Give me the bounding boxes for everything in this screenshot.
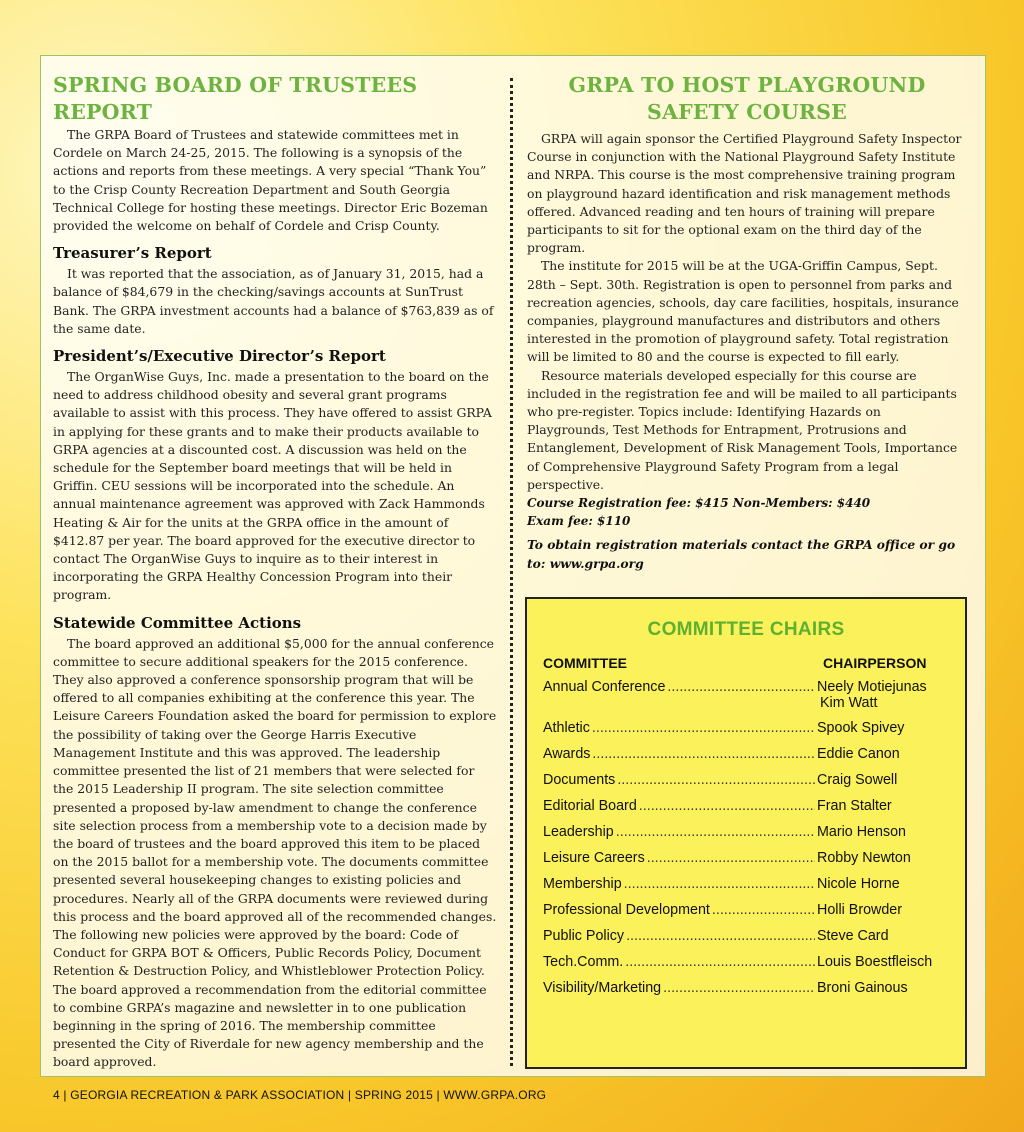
chairperson-name: Steve Card: [817, 928, 889, 944]
committee-row: [543, 798, 953, 814]
committee-name: Leisure Careers: [543, 850, 645, 866]
dot-leader: [667, 679, 815, 695]
chairperson-name: Nicole Horne: [817, 876, 900, 892]
dot-leader: [624, 876, 815, 892]
committee-name: Public Policy: [543, 928, 625, 944]
column-divider: [510, 78, 513, 1066]
statewide-text: The board approved an additional $5,000 for the annual conference committee to secure additional speakers for the 2015 conference. They also approved a conference sponsorship program that will be offered to all companies exhibiting at the conference this year. The Leisure Careers Foundation asked the board for permission to explore the possibility of taking over the George Harris Executive Management Institute and this was approved. The leadership committee presented the list of 21 members that were selected for the 2015 Leadership II program. The site selection committee presented a proposed by-law amendment to change the conference site selection process from a membership vote to a decision made by the board of trustees and the board approved this item to be placed on the 2015 ballot for a membership vote. The documents committee presented several housekeeping changes to existing policies and procedures. Nearly all of the GRPA documents were reviewed during this process and the board approved all of the recommended changes. The following new policies were approved by the board: Code of Conduct for GRPA BOT & Officers, Public Records Policy, Document Retention & Destruction Policy, and Whistleblower Protection Policy. The board approved a recommendation from the editorial committee to combine GRPA’s magazine and newsletter in to one publication beginning in the spring of 2016. The membership committee presented the City of Riverdale for new agency membership and the board approved.: [53, 635, 497, 1070]
committee-row: [543, 980, 953, 996]
dot-leader: [625, 954, 815, 970]
committee-name: Annual Conference: [543, 679, 666, 695]
committee-chairs-header: [527, 655, 965, 677]
chairperson-name-secondary: Kim Watt: [820, 695, 878, 711]
chairperson-name: Spook Spivey: [817, 720, 905, 736]
chairperson-name: Broni Gainous: [817, 980, 908, 996]
committee-row: [543, 876, 953, 892]
dot-leader: [639, 798, 815, 814]
trustees-report-column: [53, 72, 498, 1072]
trustees-report-title: SPRING BOARD OF TRUSTEES REPORT: [53, 73, 418, 124]
committee-name: Membership: [543, 876, 622, 892]
committee-chairs-box: [525, 597, 967, 1069]
chairperson-name: Neely Motiejunas: [817, 679, 927, 695]
committee-name: Awards: [543, 746, 591, 762]
chairperson-name: Mario Henson: [817, 824, 906, 840]
registration-fee: Course Registration fee: $415 Non-Members: $440: [527, 496, 871, 511]
committee-name: Athletic: [543, 720, 590, 736]
committee-row: [543, 824, 953, 840]
committee-chairs-list: [527, 679, 965, 996]
playground-course-column: [527, 72, 967, 573]
dot-leader: [616, 824, 815, 840]
statewide-heading: Statewide Committee Actions: [53, 613, 302, 632]
chairperson-name: Robby Newton: [817, 850, 911, 866]
course-para-1: GRPA will again sponsor the Certified Playground Safety Inspector Course in conjunction with the National Playground Safety Institute and NRPA. This course is the most comprehensive training program on playground hazard identification and risk management methods offered. Advanced reading and ten hours of training will prepare participants to sit for the optional exam on the third day of the program.: [527, 131, 962, 256]
treasurer-heading: Treasurer’s Report: [53, 244, 212, 263]
committee-name: Documents: [543, 772, 616, 788]
dot-leader: [626, 928, 815, 944]
dot-leader: [592, 746, 815, 762]
exam-fee: Exam fee: $110: [527, 514, 631, 529]
dot-leader: [617, 772, 815, 788]
committee-row: [543, 902, 953, 918]
chairperson-name: Louis Boestfleisch: [817, 954, 933, 970]
president-text: The OrganWise Guys, Inc. made a presentation to the board on the need to address childhood obesity and several grant programs available to assist with this process. They have offered to assist GRPA in applying for these grants and to make their products available to GRPA agencies at a discounted cost. A discussion was held on the schedule for the September board meetings that will be held in Griffin. CEU sessions will be incorporated into the schedule. An annual maintenance agreement was approved with Zack Hammonds Heating & Air for the units at the GRPA office in the amount of $412.87 per year. The board approved for the executive director to contact The OrganWise Guys to inquire as to their interest in incorporating the GRPA Healthy Concession Program into their program.: [53, 369, 492, 603]
dot-leader: [712, 902, 815, 918]
committee-name: Tech.Comm.: [543, 954, 624, 970]
president-heading: President’s/Executive Director’s Report: [53, 347, 386, 366]
committee-row: [543, 746, 953, 762]
contact-info: To obtain registration materials contact the GRPA office or go to: www.grpa.org: [527, 537, 956, 571]
committee-row: [543, 850, 953, 866]
dot-leader: [592, 720, 815, 736]
page-footer: 4 | GEORGIA RECREATION & PARK ASSOCIATION | SPRING 2015 | WWW.GRPA.ORG: [53, 1088, 547, 1102]
dot-leader: [663, 980, 815, 996]
committee-name: Editorial Board: [543, 798, 637, 814]
chairperson-name: Eddie Canon: [817, 746, 900, 762]
committee-row: [543, 928, 953, 944]
committee-column-header: COMMITTEE: [543, 655, 627, 671]
dot-leader: [647, 850, 815, 866]
committee-name: Leadership: [543, 824, 614, 840]
trustees-intro: The GRPA Board of Trustees and statewide committees met in Cordele on March 24-25, 2015. The following is a synopsis of the actions and reports from these meetings. A very special “Thank You” to the Crisp County Recreation Department and South Georgia Technical College for hosting these meetings. Director Eric Bozeman provided the welcome on behalf of Cordele and Crisp County.: [53, 127, 488, 234]
committee-name: Visibility/Marketing: [543, 980, 662, 996]
committee-row: [543, 679, 953, 711]
chairperson-column-header: CHAIRPERSON: [823, 655, 927, 671]
chairperson-name: Fran Stalter: [817, 798, 892, 814]
committee-row: [543, 772, 953, 788]
committee-name: Professional Development: [543, 902, 710, 918]
course-para-3: Resource materials developed especially for this course are included in the registration fee and will be mailed to all participants who pre-register. Topics include: Identifying Hazards on Playgrounds, Test Methods for Entrapment, Protrusions and Entanglement, Development of Risk Management Tools, Importance of Comprehensive Playground Safety Program from a legal perspective.: [527, 367, 958, 492]
chairperson-name: Holli Browder: [817, 902, 903, 918]
chairperson-name: Craig Sowell: [817, 772, 898, 788]
committee-row: [543, 954, 953, 970]
committee-chairs-title: COMMITTEE CHAIRS: [647, 619, 845, 640]
course-para-2: The institute for 2015 will be at the UGA-Griffin Campus, Sept. 28th – Sept. 30th. Registration is open to personnel from parks and recreation agencies, schools, day care facilities, hospitals, insurance companies, playground manufactures and distributors and others interested in the promotion of playground safety. Total registration will be limited to 80 and the course is expected to fill early.: [527, 258, 959, 365]
committee-row: [543, 720, 953, 736]
treasurer-text: It was reported that the association, as of January 31, 2015, had a balance of $84,679 in the checking/savings accounts at SunTrust Bank. The GRPA investment accounts had a balance of $763,839 as of the same date.: [53, 266, 494, 336]
playground-course-title: GRPA TO HOST PLAYGROUND SAFETY COURSE: [568, 73, 926, 124]
